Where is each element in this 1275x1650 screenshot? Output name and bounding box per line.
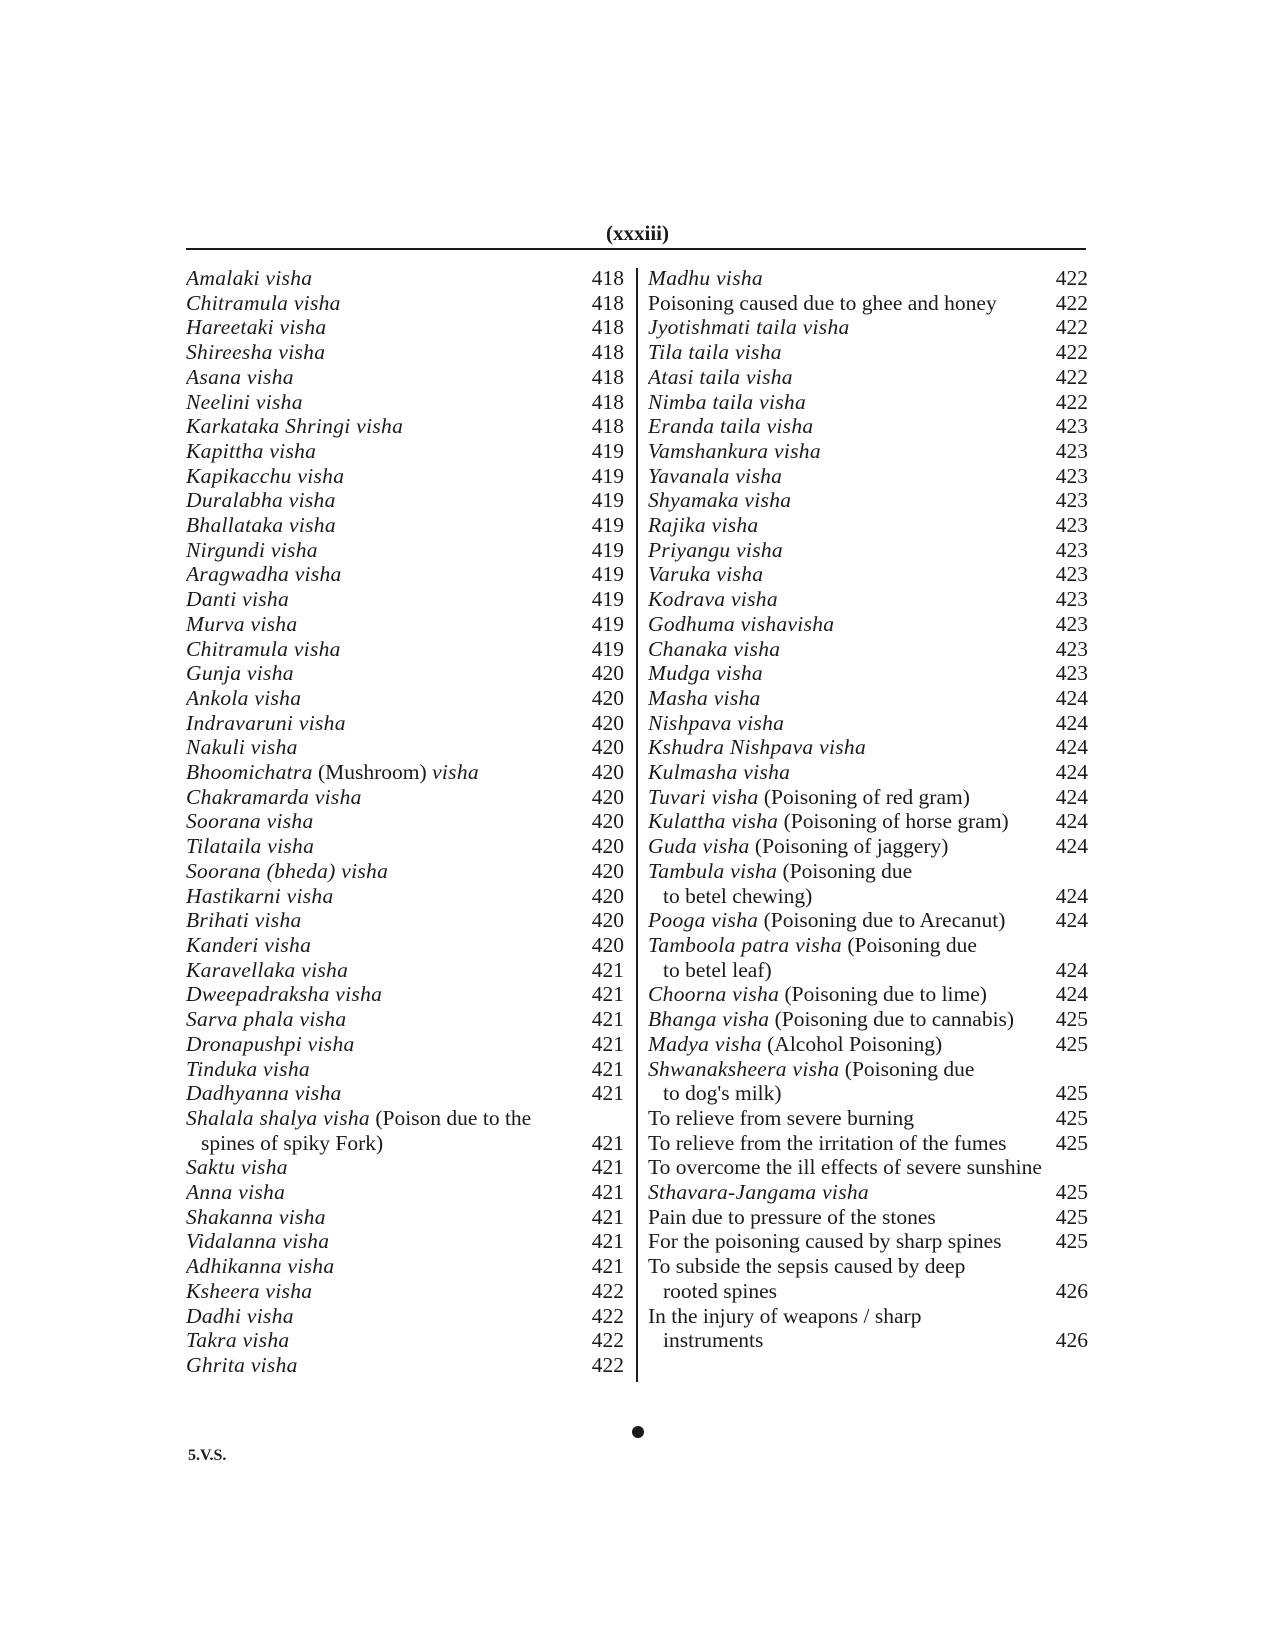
- index-entry: [648, 439, 1088, 464]
- index-entry: [648, 612, 1088, 637]
- entry-title: To relieve from the irritation of the fumes: [648, 1130, 1007, 1155]
- entry-page-number: 421: [591, 1180, 624, 1205]
- index-entry: [186, 612, 624, 637]
- index-entry: [186, 809, 624, 834]
- index-entry: [648, 538, 1088, 563]
- entry-page-number: 422: [1055, 389, 1088, 414]
- entry-title: Saktu visha: [186, 1155, 288, 1180]
- index-entry: [186, 315, 624, 340]
- entry-title: Yavanala visha: [648, 463, 783, 488]
- index-entry: [186, 859, 624, 884]
- entry-title: Dadhi visha: [186, 1303, 294, 1328]
- entry-page-number: 419: [591, 513, 624, 538]
- index-entry: [186, 365, 624, 390]
- entry-page-number: 425: [1055, 1007, 1088, 1032]
- entry-page-number: 418: [591, 414, 624, 439]
- index-entry: [648, 315, 1088, 340]
- index-entry: [648, 1057, 1088, 1106]
- index-entry: [186, 1279, 624, 1304]
- index-entry: [648, 1205, 1088, 1230]
- entry-title: Hastikarni visha: [186, 883, 334, 908]
- entry-page-number: 424: [1055, 710, 1088, 735]
- entry-page-number: 423: [1055, 636, 1088, 661]
- index-column-left: [186, 266, 624, 1378]
- index-entry: [648, 711, 1088, 736]
- index-entry: [186, 464, 624, 489]
- entry-title: Shalala shalya visha (Poison due to the: [186, 1105, 532, 1130]
- index-entry: [186, 1328, 624, 1353]
- entry-title: spines of spiky Fork): [201, 1130, 384, 1155]
- entry-title: Pain due to pressure of the stones: [648, 1204, 936, 1229]
- entry-title: Sthavara-Jangama visha: [648, 1180, 869, 1205]
- index-entry: [186, 735, 624, 760]
- entry-title: Tila taila visha: [648, 340, 782, 365]
- entry-title: Kshudra Nishpava visha: [648, 735, 867, 760]
- index-entry: [648, 785, 1088, 810]
- entry-title: Nishpava visha: [648, 710, 785, 735]
- index-entry: [648, 1304, 1088, 1353]
- entry-title: To overcome the ill effects of severe sunshine: [648, 1155, 1042, 1180]
- entry-title: Vidalanna visha: [186, 1229, 330, 1254]
- entry-page-number: 421: [591, 1204, 624, 1229]
- index-entry: [648, 661, 1088, 686]
- entry-title: Tamboola patra visha (Poisoning due: [648, 932, 977, 957]
- entry-page-number: 425: [1055, 1204, 1088, 1229]
- index-entry: [648, 587, 1088, 612]
- index-entry: [186, 711, 624, 736]
- entry-page-number: 420: [591, 661, 624, 686]
- entry-title: Priyangu visha: [648, 537, 783, 562]
- entry-page-number: 422: [591, 1328, 624, 1353]
- index-entry: [648, 365, 1088, 390]
- entry-title: Danti visha: [186, 587, 290, 612]
- entry-title: Takra visha: [186, 1328, 290, 1353]
- entry-page-number: 422: [591, 1278, 624, 1303]
- index-entry: [648, 1032, 1088, 1057]
- entry-page-number: 423: [1055, 661, 1088, 686]
- entry-page-number: 424: [1055, 957, 1088, 982]
- index-entry: [186, 439, 624, 464]
- index-entry: [186, 1205, 624, 1230]
- entry-title: to betel leaf): [663, 957, 772, 982]
- entry-title: Tilataila visha: [186, 834, 315, 859]
- entry-page-number: 421: [591, 1007, 624, 1032]
- entry-title: In the injury of weapons / sharp: [648, 1303, 922, 1328]
- entry-page-number: 420: [591, 685, 624, 710]
- entry-page-number: 420: [591, 784, 624, 809]
- entry-page-number: 419: [591, 488, 624, 513]
- entry-page-number: 423: [1055, 513, 1088, 538]
- entry-page-number: 419: [591, 463, 624, 488]
- entry-page-number: 425: [1055, 1031, 1088, 1056]
- index-entry: [648, 834, 1088, 859]
- index-entry: [648, 266, 1088, 291]
- index-entry: [186, 1081, 624, 1106]
- entry-title: Godhuma vishavisha: [648, 611, 835, 636]
- entry-title: Ghrita visha: [186, 1352, 298, 1377]
- entry-title: Pooga visha (Poisoning due to Arecanut): [648, 908, 1006, 933]
- index-entry: [186, 587, 624, 612]
- entry-title: Soorana visha: [186, 809, 314, 834]
- index-entry: [186, 538, 624, 563]
- footer-signature: 5.V.S.: [188, 1447, 227, 1464]
- index-entry: [648, 1131, 1088, 1156]
- entry-title: Ankola visha: [186, 685, 302, 710]
- entry-title: Poisoning caused due to ghee and honey: [648, 290, 997, 315]
- entry-page-number: 422: [1055, 266, 1088, 290]
- entry-title: Nimba taila visha: [648, 389, 806, 414]
- entry-page-number: 419: [591, 562, 624, 587]
- index-entry: [648, 1106, 1088, 1131]
- entry-page-number: 420: [591, 858, 624, 883]
- entry-title: Kapikacchu visha: [186, 463, 345, 488]
- entry-page-number: 424: [1055, 685, 1088, 710]
- index-entry: [648, 562, 1088, 587]
- entry-page-number: 423: [1055, 463, 1088, 488]
- entry-title: Rajika visha: [648, 513, 759, 538]
- entry-page-number: 422: [591, 1303, 624, 1328]
- entry-title: Sarva phala visha: [186, 1007, 347, 1032]
- index-entry: [186, 1007, 624, 1032]
- entry-title: Adhikanna visha: [186, 1254, 335, 1279]
- entry-page-number: 418: [591, 364, 624, 389]
- index-entry: [186, 291, 624, 316]
- index-entry: [648, 340, 1088, 365]
- entry-title: to dog's milk): [663, 1081, 782, 1106]
- entry-title: Duralabha visha: [186, 488, 336, 513]
- entry-title: Eranda taila visha: [648, 414, 814, 439]
- entry-page-number: 418: [591, 315, 624, 340]
- entry-title: Chanaka visha: [648, 636, 781, 661]
- entry-title: Atasi taila visha: [648, 364, 793, 389]
- entry-title: rooted spines: [663, 1278, 778, 1303]
- index-entry: [648, 809, 1088, 834]
- entry-page-number: 426: [1055, 1278, 1088, 1303]
- entry-page-number: 424: [1055, 760, 1088, 785]
- entry-title: Bhallataka visha: [186, 513, 336, 538]
- index-entry: [648, 859, 1088, 908]
- index-entry: [648, 1155, 1088, 1180]
- entry-page-number: 424: [1055, 834, 1088, 859]
- index-entry: [186, 562, 624, 587]
- entry-page-number: 421: [591, 982, 624, 1007]
- entry-page-number: 419: [591, 438, 624, 463]
- entry-title: Varuka visha: [648, 562, 764, 587]
- index-entry: [186, 1155, 624, 1180]
- header-rule: [186, 248, 1086, 250]
- entry-page-number: 425: [1055, 1229, 1088, 1254]
- index-entry: [186, 1304, 624, 1329]
- index-entry: [186, 661, 624, 686]
- entry-title: Dronapushpi visha: [186, 1031, 355, 1056]
- entry-page-number: 421: [591, 1229, 624, 1254]
- entry-title: Kulmasha visha: [648, 760, 791, 785]
- index-entry: [186, 637, 624, 662]
- entry-title: Tinduka visha: [186, 1056, 310, 1081]
- entry-title: Shwanaksheera visha (Poisoning due: [648, 1056, 975, 1081]
- entry-page-number: 420: [591, 735, 624, 760]
- index-entry: [648, 982, 1088, 1007]
- entry-title: to betel chewing): [663, 883, 813, 908]
- index-entry: [186, 785, 624, 810]
- entry-page-number: 418: [591, 340, 624, 365]
- entry-title: Shyamaka visha: [648, 488, 792, 513]
- entry-title: Indravaruni visha: [186, 710, 346, 735]
- index-entry: [648, 735, 1088, 760]
- index-entry: [186, 340, 624, 365]
- entry-title: Soorana (bheda) visha: [186, 858, 389, 883]
- index-entry: [186, 1353, 624, 1378]
- index-entry: [648, 464, 1088, 489]
- entry-title: Aragwadha visha: [186, 562, 342, 587]
- entry-title: instruments: [663, 1328, 764, 1353]
- index-entry: [648, 1254, 1088, 1303]
- entry-page-number: 425: [1055, 1081, 1088, 1106]
- entry-title: Hareetaki visha: [186, 315, 327, 340]
- entry-title: Masha visha: [648, 685, 761, 710]
- entry-title: Asana visha: [186, 364, 294, 389]
- entry-page-number: 425: [1055, 1130, 1088, 1155]
- index-entry: [648, 390, 1088, 415]
- index-entry: [648, 760, 1088, 785]
- entry-page-number: 423: [1055, 537, 1088, 562]
- entry-page-number: 420: [591, 932, 624, 957]
- entry-page-number: 423: [1055, 488, 1088, 513]
- entry-title: Chitramula visha: [186, 290, 341, 315]
- index-entry: [186, 1180, 624, 1205]
- entry-page-number: 419: [591, 636, 624, 661]
- entry-page-number: 422: [1055, 364, 1088, 389]
- index-entry: [648, 1180, 1088, 1205]
- index-entry: [186, 488, 624, 513]
- entry-page-number: 424: [1055, 784, 1088, 809]
- index-entry: [186, 1106, 624, 1155]
- page-number: (xxxiii): [606, 221, 669, 245]
- entry-title: Bhanga visha (Poisoning due to cannabis): [648, 1007, 1015, 1032]
- entry-title: Nakuli visha: [186, 735, 298, 760]
- index-entry: [186, 1057, 624, 1082]
- entry-title: Karavellaka visha: [186, 957, 349, 982]
- entry-page-number: 422: [1055, 340, 1088, 365]
- entry-title: Chitramula visha: [186, 636, 341, 661]
- entry-title: Guda visha (Poisoning of jaggery): [648, 834, 949, 859]
- entry-page-number: 419: [591, 611, 624, 636]
- entry-title: Kodrava visha: [648, 587, 778, 612]
- entry-title: Shakanna visha: [186, 1204, 326, 1229]
- entry-page-number: 423: [1055, 438, 1088, 463]
- entry-title: Amalaki visha: [186, 266, 313, 290]
- index-column-right: [648, 266, 1088, 1353]
- entry-title: Chakramarda visha: [186, 784, 362, 809]
- index-entry: [186, 1229, 624, 1254]
- index-entry: [186, 1254, 624, 1279]
- entry-title: To relieve from severe burning: [648, 1105, 914, 1130]
- index-entry: [186, 958, 624, 983]
- end-bullet: [632, 1426, 644, 1438]
- entry-page-number: 424: [1055, 908, 1088, 933]
- index-entry: [648, 488, 1088, 513]
- entry-page-number: 422: [591, 1352, 624, 1377]
- entry-page-number: 423: [1055, 587, 1088, 612]
- entry-title: Kapittha visha: [186, 438, 317, 463]
- entry-title: Brihati visha: [186, 908, 302, 933]
- entry-page-number: 423: [1055, 562, 1088, 587]
- index-entry: [648, 686, 1088, 711]
- entry-title: Kanderi visha: [186, 932, 312, 957]
- entry-page-number: 426: [1055, 1328, 1088, 1353]
- entry-page-number: 421: [591, 1155, 624, 1180]
- index-entry: [186, 933, 624, 958]
- entry-page-number: 420: [591, 760, 624, 785]
- entry-title: Mudga visha: [648, 661, 763, 686]
- index-entry: [186, 760, 624, 785]
- index-entry: [648, 908, 1088, 933]
- entry-page-number: 425: [1055, 1180, 1088, 1205]
- entry-page-number: 418: [591, 389, 624, 414]
- entry-page-number: 421: [591, 1130, 624, 1155]
- entry-title: Shireesha visha: [186, 340, 326, 365]
- entry-page-number: 423: [1055, 414, 1088, 439]
- entry-title: Karkataka Shringi visha: [186, 414, 404, 439]
- entry-page-number: 424: [1055, 735, 1088, 760]
- index-entry: [648, 1007, 1088, 1032]
- index-entry: [186, 1032, 624, 1057]
- entry-page-number: 424: [1055, 809, 1088, 834]
- entry-title: Dweepadraksha visha: [186, 982, 383, 1007]
- entry-title: Nirgundi visha: [186, 537, 318, 562]
- entry-title: Ksheera visha: [186, 1278, 313, 1303]
- entry-page-number: 424: [1055, 883, 1088, 908]
- entry-title: Jyotishmati taila visha: [648, 315, 850, 340]
- entry-title: Madya visha (Alcohol Poisoning): [648, 1031, 943, 1056]
- entry-title: Kulattha visha (Poisoning of horse gram): [648, 809, 1009, 834]
- index-entry: [648, 933, 1088, 982]
- entry-title: Gunja visha: [186, 661, 294, 686]
- entry-page-number: 418: [591, 266, 624, 290]
- column-divider: [636, 268, 638, 1382]
- entry-page-number: 420: [591, 710, 624, 735]
- index-entry: [648, 414, 1088, 439]
- index-entry: [648, 513, 1088, 538]
- index-entry: [186, 513, 624, 538]
- entry-page-number: 421: [591, 1056, 624, 1081]
- entry-title: Tuvari visha (Poisoning of red gram): [648, 784, 970, 809]
- entry-page-number: 423: [1055, 611, 1088, 636]
- index-entry: [648, 291, 1088, 316]
- entry-title: Neelini visha: [186, 389, 303, 414]
- index-entry: [648, 1229, 1088, 1254]
- index-entry: [186, 686, 624, 711]
- entry-title: Bhoomichatra (Mushroom) visha: [186, 760, 479, 785]
- entry-page-number: 419: [591, 537, 624, 562]
- entry-page-number: 424: [1055, 982, 1088, 1007]
- entry-page-number: 422: [1055, 290, 1088, 315]
- entry-title: Anna visha: [186, 1180, 286, 1205]
- entry-page-number: 421: [591, 1254, 624, 1279]
- entry-page-number: 422: [1055, 315, 1088, 340]
- entry-page-number: 420: [591, 834, 624, 859]
- index-entry: [186, 266, 624, 291]
- entry-title: Tambula visha (Poisoning due: [648, 858, 913, 883]
- entry-page-number: 418: [591, 290, 624, 315]
- entry-page-number: 420: [591, 883, 624, 908]
- index-entry: [186, 390, 624, 415]
- entry-page-number: 421: [591, 1031, 624, 1056]
- entry-page-number: 420: [591, 908, 624, 933]
- index-entry: [186, 982, 624, 1007]
- index-entry: [186, 414, 624, 439]
- entry-page-number: 425: [1055, 1105, 1088, 1130]
- entry-title: Dadhyanna visha: [186, 1081, 342, 1106]
- entry-title: Vamshankura visha: [648, 438, 821, 463]
- index-entry: [648, 637, 1088, 662]
- entry-page-number: 421: [591, 957, 624, 982]
- entry-page-number: 421: [591, 1081, 624, 1106]
- entry-title: To subside the sepsis caused by deep: [648, 1254, 966, 1279]
- index-entry: [186, 884, 624, 909]
- entry-page-number: 420: [591, 809, 624, 834]
- entry-page-number: 419: [591, 587, 624, 612]
- entry-title: For the poisoning caused by sharp spines: [648, 1229, 1002, 1254]
- index-entry: [186, 834, 624, 859]
- index-entry: [186, 908, 624, 933]
- entry-title: Choorna visha (Poisoning due to lime): [648, 982, 987, 1007]
- entry-title: Murva visha: [186, 611, 298, 636]
- entry-title: Madhu visha: [648, 266, 763, 290]
